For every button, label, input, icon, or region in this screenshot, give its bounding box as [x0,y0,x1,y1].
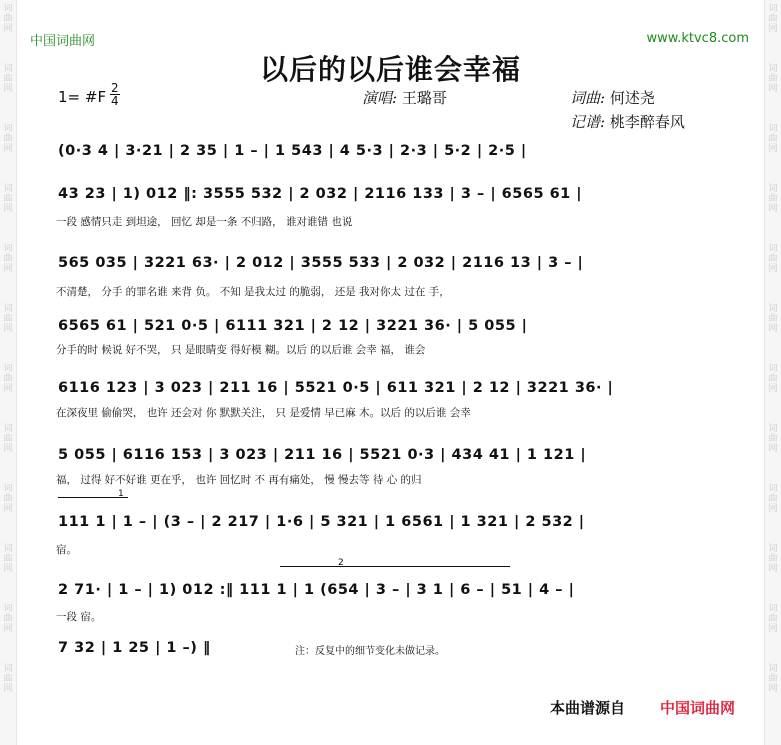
left-watermark-strip [0,0,17,745]
watermark: 词曲网 [3,124,13,154]
watermark: 词曲网 [3,4,13,34]
site-url: www.ktvc8.com [646,31,749,46]
transcriber-credit [570,111,685,132]
watermark: 词曲网 [3,364,13,394]
notation-row: 5 055 | 6116 153 | 3 023 | 211 16 | 5521 0·3 | 434 41 | 1 121 | [58,447,587,463]
composer-credit [570,87,655,108]
watermark: 词曲网 [768,484,778,514]
source-label: 本曲谱源自 [550,699,626,717]
watermark: 词曲网 [768,364,778,394]
time-signature [110,82,120,107]
volta-number: 2 [338,558,344,568]
watermark: 词曲网 [768,244,778,274]
watermark: 词曲网 [768,604,778,634]
transcriber-name: 桃李醉春风 [609,113,685,131]
watermark: 词曲网 [768,544,778,574]
watermark: 词曲网 [768,424,778,454]
lyrics-row: 在深夜里 偷偷哭， 也许 还会对 你 默默关注， 只 是爱情 早已麻 木。以后 的以后谁 会幸 [56,407,471,419]
watermark: 词曲网 [3,664,13,694]
watermark: 词曲网 [3,604,13,634]
singer-label: 演唱: [362,89,398,107]
watermark: 词曲网 [768,664,778,694]
notation-row: 43 23 | 1) 012 ‖: 3555 532 | 2 032 | 2116 133 | 3 – | 6565 61 | [58,186,583,202]
volta-bracket [280,566,510,567]
watermark: 词曲网 [3,184,13,214]
watermark: 词曲网 [768,4,778,34]
watermark: 词曲网 [768,124,778,154]
transcriber-label: 记谱: [570,113,606,131]
watermark: 词曲网 [768,184,778,214]
volta-number: 1 [118,489,124,499]
singer-name: 王璐哥 [401,89,447,107]
lyrics-row: 福， 过得 好不好谁 更在乎， 也许 回忆时 不 再有痛处， 慢 慢去等 待 心 的归 [56,474,422,486]
watermark: 词曲网 [3,484,13,514]
watermark: 词曲网 [768,64,778,94]
lyrics-row: 分手的时 候说 好不哭， 只 是眼睛变 得好模 糊。以后 的以后谁 会幸 福， 谁会 [56,344,426,356]
watermark: 词曲网 [3,64,13,94]
footnote: 注：反复中的细节变化未做记录。 [295,646,445,657]
notation-row: 565 035 | 3221 63· | 2 012 | 3555 533 | 2 032 | 2116 13 | 3 – | [58,255,584,271]
right-watermark-strip [764,0,781,745]
notation-row: 6116 123 | 3 023 | 211 16 | 5521 0·5 | 611 321 | 2 12 | 3221 36· | [58,380,614,396]
singer-credit [362,87,447,108]
watermark: 词曲网 [3,244,13,274]
lyrics-row: 一段 感情只走 到坦途， 回忆 却是一条 不归路， 谁对谁错 也说 [56,216,353,228]
notation-row: 2 71· | 1 – | 1) 012 :‖ 111 1 | 1 (654 | 3 – | 3 1 | 6 – | 51 | 4 – | [58,582,575,598]
notation-row: 7 32 | 1 25 | 1 –) ‖ [58,640,211,656]
watermark: 词曲网 [3,544,13,574]
watermark: 词曲网 [3,424,13,454]
site-name: 中国词曲网 [30,34,96,49]
song-title: 以后的以后谁会幸福 [259,53,521,86]
watermark: 词曲网 [3,304,13,334]
lyrics-row: 不清楚， 分手 的罪名谁 来背 负。 不知 是我太过 的脆弱， 还是 我对你太 过在 手， [56,286,450,298]
composer-label: 词曲: [570,89,606,107]
meter-top: 2 [111,81,119,95]
source-site: 中国词曲网 [660,699,736,717]
lyrics-row: 一段 宿。 [56,611,102,623]
key-signature: 1= #F [58,88,107,106]
lyrics-row: 宿。 [56,544,77,556]
composer-name: 何述尧 [609,89,655,107]
watermark: 词曲网 [768,304,778,334]
notation-row: 6565 61 | 521 0·5 | 6111 321 | 2 12 | 3221 36· | 5 055 | [58,318,528,334]
notation-row: 111 1 | 1 – | (3 – | 2 217 | 1·6 | 5 321 | 1 6561 | 1 321 | 2 532 | [58,514,585,530]
meter-bottom: 4 [111,94,119,108]
notation-row: (0·3 4 | 3·21 | 2 35 | 1 – | 1 543 | 4 5·3 | 2·3 | 5·2 | 2·5 | [58,143,527,159]
